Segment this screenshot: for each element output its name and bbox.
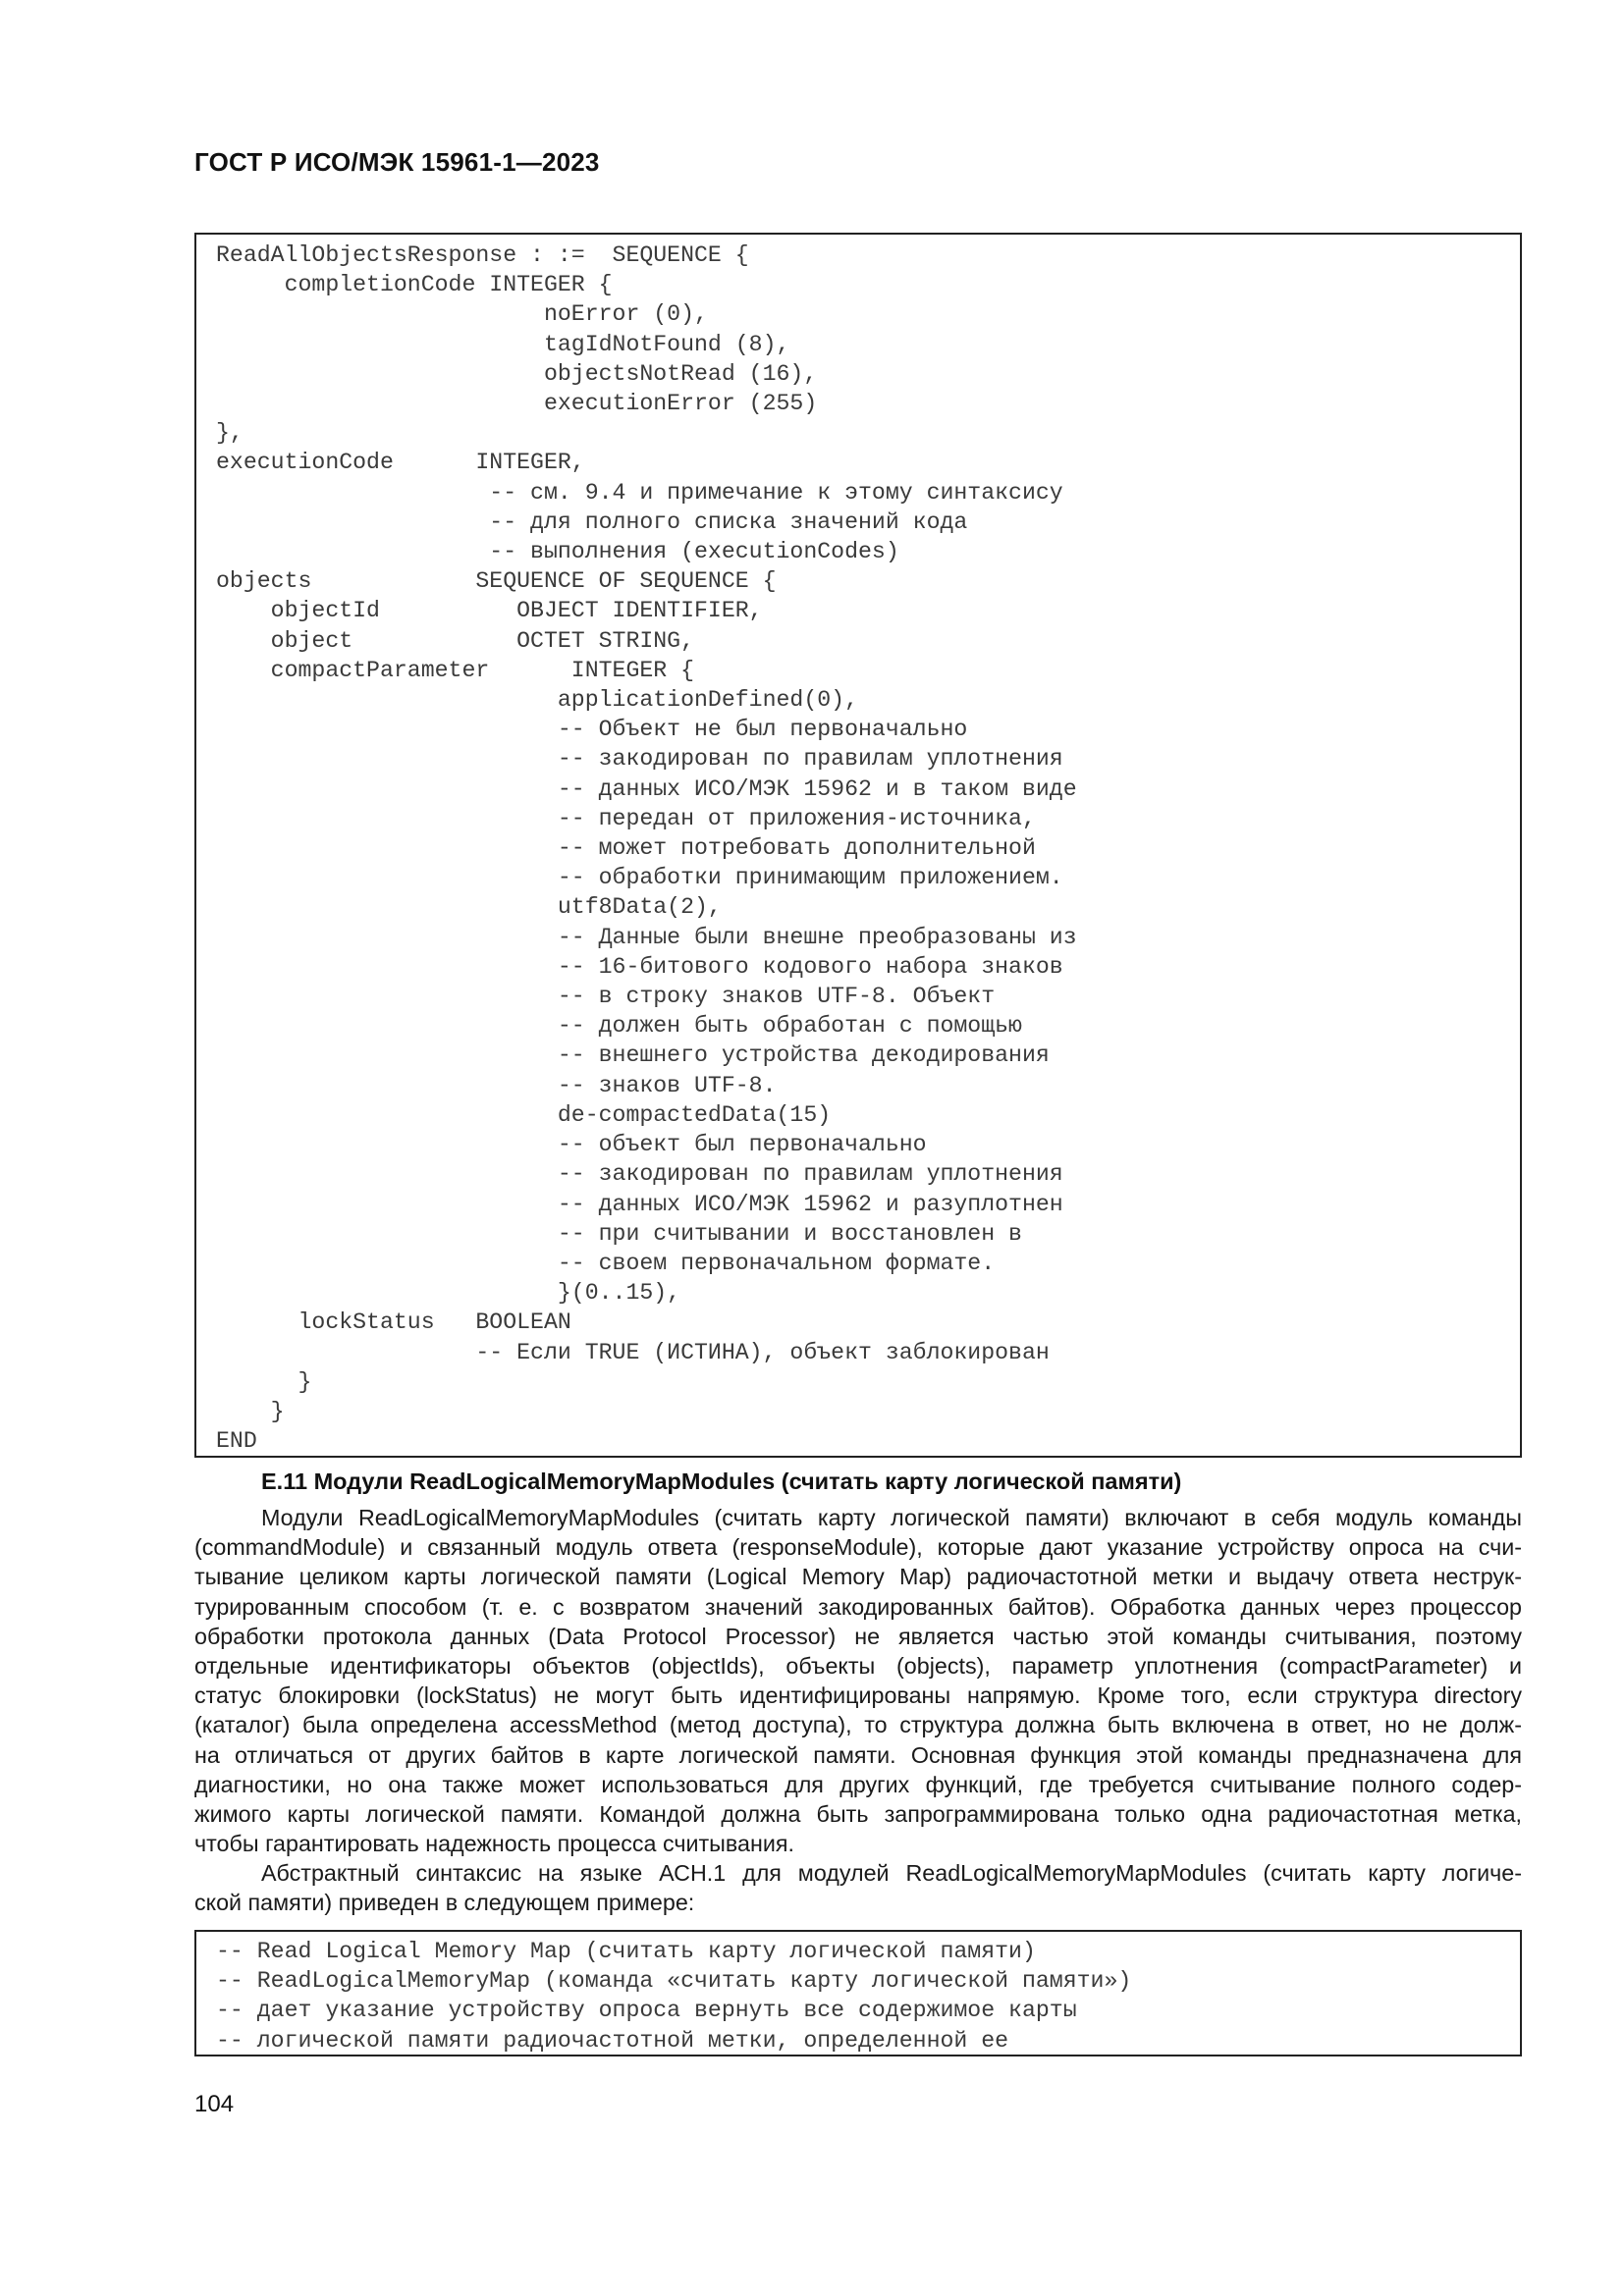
- code-block-read-all-objects-response: [194, 233, 1522, 1458]
- code-line: -- должен быть обработан с помощью: [216, 1013, 1022, 1040]
- paragraph-line: тывание целиком карты логической памяти (Logical Memory Map) радиочастотной метки и выдачу ответа неструк-: [194, 1564, 1522, 1590]
- paragraph-line: Модули ReadLogicalMemoryMapModules (считать карту логической памяти) включают в себя модуль команды: [261, 1505, 1522, 1530]
- code-line: -- данных ИСО/МЭК 15962 и в таком виде: [216, 775, 1077, 802]
- paragraph-line: ской памяти) приведен в следующем примере:: [194, 1890, 695, 1916]
- paragraph-line: чтобы гарантировать надежность процесса считывания.: [194, 1831, 794, 1857]
- code-line: -- знаков UTF-8.: [216, 1072, 777, 1098]
- code-line: -- Если TRUE (ИСТИНА), объект заблокирован: [216, 1339, 1050, 1365]
- code-line: -- при считывании и восстановлен в: [216, 1220, 1022, 1247]
- paragraph-line: диагностики, но она также может использоваться для других функций, где требуется считывание полного содер-: [194, 1771, 1522, 1797]
- paragraph-syntax-intro: [194, 1858, 1522, 1917]
- code-line: -- 16-битового кодового набора знаков: [216, 953, 1063, 980]
- code-line: -- внешнего устройства декодирования: [216, 1042, 1050, 1069]
- document-header: ГОСТ Р ИСО/МЭК 15961-1—2023: [194, 147, 600, 177]
- code-line: -- Данные были внешне преобразованы из: [216, 924, 1077, 950]
- code-line: completionCode INTEGER {: [216, 272, 613, 298]
- code-line: noError (0),: [216, 301, 708, 328]
- code-line: -- закодирован по правилам уплотнения: [216, 746, 1063, 773]
- code-line: objects SEQUENCE OF SEQUENCE {: [216, 568, 777, 595]
- paragraph-line: на отличаться от других байтов в карте логической памяти. Основная функция этой команды предназначена для: [194, 1741, 1522, 1768]
- paragraph-line: Абстрактный синтаксис на языке АСН.1 для модулей ReadLogicalMemoryMapModules (считать карту логиче-: [261, 1860, 1522, 1886]
- code-line: ReadAllObjectsResponse : := SEQUENCE {: [216, 242, 749, 268]
- code-line: -- передан от приложения-источника,: [216, 805, 1036, 831]
- code-line: executionCode INTEGER,: [216, 450, 585, 476]
- code-line: utf8Data(2),: [216, 894, 722, 921]
- page-number: 104: [194, 2091, 235, 2117]
- code-line: },: [216, 420, 244, 447]
- paragraph-line: обработки протокола данных (Data Protocol Processor) не является частью этой команды считывания, поэтому: [194, 1623, 1522, 1649]
- paragraph-line: жимого карты логической памяти. Командой должна быть запрограммирована только одна радиочастотная метка,: [194, 1801, 1522, 1828]
- code-line: tagIdNotFound (8),: [216, 331, 790, 357]
- code-block-read-logical-memory-map: [194, 1930, 1522, 2056]
- code-line: -- своем первоначальном формате.: [216, 1250, 996, 1276]
- code-line: de-compactedData(15): [216, 1101, 832, 1128]
- code-line: -- Read Logical Memory Map (считать карту логической памяти): [216, 1939, 1036, 1964]
- code-line: -- дает указание устройству опроса вернуть все содержимое карты: [216, 1998, 1077, 2024]
- code-line: }: [216, 1398, 285, 1424]
- code-line: -- объект был первоначально: [216, 1132, 927, 1158]
- code-line: lockStatus BOOLEAN: [216, 1309, 571, 1336]
- section-title-e11: E.11 Модули ReadLogicalMemoryMapModules (считать карту логической памяти): [261, 1468, 1182, 1494]
- paragraph-description: [194, 1503, 1522, 1858]
- code-line: }: [216, 1368, 312, 1395]
- code-line: objectId OBJECT IDENTIFIER,: [216, 598, 763, 624]
- code-line: -- обработки принимающим приложением.: [216, 865, 1063, 891]
- code-line: compactParameter INTEGER {: [216, 657, 695, 683]
- paragraph-line: статус блокировки (lockStatus) не могут быть идентифицированы напрямую. Кроме того, если структура directory: [194, 1682, 1522, 1709]
- code-line: -- Объект не был первоначально: [216, 717, 968, 743]
- code-line: executionError (255): [216, 391, 818, 417]
- code-line: -- для полного списка значений кода: [216, 508, 968, 535]
- code-line: -- ReadLogicalMemoryMap (команда «считать карту логической памяти»): [216, 1968, 1132, 1995]
- code-line: }(0..15),: [216, 1280, 681, 1307]
- code-line: -- выполнения (executionCodes): [216, 539, 899, 565]
- code-line: objectsNotRead (16),: [216, 360, 818, 387]
- code-line: -- логической памяти радиочастотной метки, определенной ее: [216, 2027, 1009, 2054]
- paragraph-line: (commandModule) и связанный модуль ответа (responseModule), которые дают указание устройству опроса на счи-: [194, 1534, 1522, 1561]
- code-line: -- см. 9.4 и примечание к этому синтаксису: [216, 479, 1063, 506]
- paragraph-line: турированным способом (т. е. с возвратом значений закодированных байтов). Обработка данных через процессор: [194, 1593, 1522, 1620]
- code-line: -- в строку знаков UTF-8. Объект: [216, 984, 996, 1010]
- code-line: object OCTET STRING,: [216, 627, 695, 654]
- code-line: -- закодирован по правилам уплотнения: [216, 1161, 1063, 1188]
- code-line: applicationDefined(0),: [216, 687, 858, 714]
- code-line: END: [216, 1428, 257, 1455]
- code-line: -- может потребовать дополнительной: [216, 835, 1036, 862]
- code-line: -- данных ИСО/МЭК 15962 и разуплотнен: [216, 1191, 1063, 1217]
- paragraph-line: (каталог) была определена accessMethod (метод доступа), то структура должна быть включена в ответ, но не долж-: [194, 1712, 1522, 1738]
- paragraph-line: отдельные идентификаторы объектов (objectIds), объекты (objects), параметр уплотнения (compactParameter) и: [194, 1653, 1522, 1680]
